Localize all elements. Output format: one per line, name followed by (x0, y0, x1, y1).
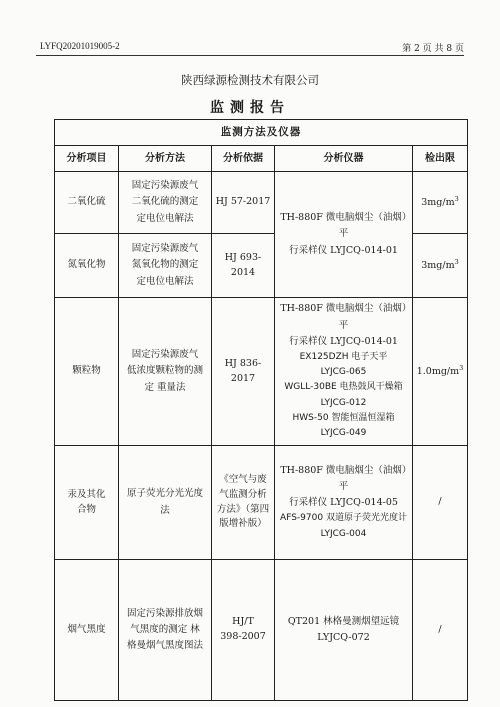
item-cell: 颗粒物 (55, 298, 119, 446)
instrument-cell (275, 560, 413, 701)
column-header: 检出限 (413, 146, 468, 172)
basis-line: 版增补版） (219, 518, 267, 530)
limit-superscript: 3 (459, 364, 464, 373)
table-row (55, 298, 468, 446)
limit-cell: / (413, 560, 468, 701)
page-header (36, 39, 464, 55)
limit-superscript: 3 (454, 258, 459, 267)
basis-cell (212, 560, 275, 701)
instrument-cell (275, 298, 413, 446)
method-line: 气黑度的测定 林 (130, 623, 200, 635)
column-header: 分析依据 (212, 146, 275, 172)
basis-line: HJ 836-2017 (224, 357, 262, 384)
instrument-line: HWS-50 智能恒温恒湿箱 (292, 413, 395, 423)
table-caption-row (55, 120, 468, 146)
basis-cell (212, 446, 275, 560)
instrument-line: WGLL-30BE 电热鼓风干燥箱 (284, 382, 403, 393)
method-cell (119, 560, 212, 701)
item-cell (55, 446, 119, 560)
basis-line: HJ/T (232, 616, 254, 628)
page-number: 第 2 页 共 8 页 (402, 44, 464, 54)
item-cell: 烟气黑度 (55, 560, 119, 701)
instrument-line: AFS-9700 双道原子荧光光度计 (280, 513, 407, 524)
instrument-line: EX125DZH 电子天平 (299, 351, 388, 362)
company-name: 陕西绿源检测技术有限公司 (181, 73, 319, 87)
instrument-cell (275, 172, 413, 298)
basis-line: 方法》（第四 (216, 503, 270, 515)
instrument-cell (275, 446, 413, 560)
instrument-line: TH-880F 微电脑烟尘（油烟）平 (280, 464, 407, 493)
limit-value: 3mg/m (421, 197, 455, 209)
limit-value: 1.0mg/m (416, 366, 460, 378)
basis-cell (212, 298, 275, 446)
instrument-line: LYJCQ-072 (317, 632, 370, 643)
limit-value: 3mg/m (421, 260, 455, 272)
basis-line: 398-2007 (220, 631, 266, 642)
table-row (55, 172, 468, 234)
table-row (55, 446, 468, 560)
basis-cell (212, 172, 275, 234)
method-line: 定电位电解法 (136, 212, 194, 224)
limit-superscript: 3 (454, 195, 459, 204)
column-header: 分析项目 (55, 146, 119, 172)
limit-cell (413, 234, 468, 298)
limit-cell (413, 172, 468, 234)
limit-cell (413, 298, 468, 446)
method-line: 固定污染源废气 (131, 349, 199, 361)
table-row (55, 560, 468, 701)
table-header-row (55, 146, 468, 172)
report-title: 监测报告 (210, 100, 290, 116)
item-cell: 氮氧化物 (55, 234, 119, 298)
instrument-line: TH-880F 微电脑烟尘（油烟）平 (280, 212, 407, 240)
instrument-line: LYJCG-049 (320, 428, 367, 439)
instrument-line: LYJCG-004 (320, 528, 367, 539)
basis-line: HJ 57-2017 (215, 196, 271, 208)
header-rule (36, 55, 464, 56)
method-line: 固定污染源废气 (131, 243, 199, 255)
basis-line: 气监测分析 (219, 488, 267, 500)
instrument-line: 行采样仪 LYJCQ-014-01 (289, 244, 398, 256)
instrument-line: 行采样仪 LYJCQ-014-05 (289, 497, 398, 509)
method-line: 固定污染源排放烟 (126, 607, 203, 619)
item-line: 汞及其化 (67, 488, 106, 500)
limit-cell: / (413, 446, 468, 560)
basis-cell (212, 234, 275, 298)
method-line: 定 重量法 (144, 381, 186, 393)
basis-line: 《空气与废 (219, 474, 267, 486)
item-cell: 二氧化硫 (55, 172, 119, 234)
method-cell (119, 298, 212, 446)
method-line: 低浓度颗粒物的测 (126, 365, 203, 377)
method-line: 氮氧化物的测定 (131, 259, 199, 271)
method-cell (119, 172, 212, 234)
table-caption: 监测方法及仪器 (55, 120, 468, 146)
instrument-line: 行采样仪 LYJCQ-014-01 (289, 335, 398, 347)
method-line: 格曼烟气黑度图法 (126, 640, 203, 652)
method-line: 固定污染源废气 (131, 180, 199, 192)
method-cell (119, 446, 212, 560)
basis-line: HJ 693-2014 (224, 251, 262, 278)
instrument-line: TH-880F 微电脑烟尘（油烟）平 (280, 303, 407, 331)
instrument-line: LYJCG-065 (320, 367, 367, 378)
method-line: 法 (160, 504, 170, 516)
instrument-line: LYJCG-012 (320, 397, 367, 408)
instrument-line: QT201 林格曼测烟望远镜 (287, 615, 400, 627)
methods-table (54, 119, 468, 701)
method-line: 定电位电解法 (136, 275, 194, 287)
document-number: LYFQ20201019005-2 (40, 41, 120, 51)
column-header: 分析仪器 (275, 146, 413, 172)
item-line: 合物 (76, 503, 96, 515)
method-line: 二氧化硫的测定 (131, 196, 199, 208)
method-cell (119, 234, 212, 298)
column-header: 分析方法 (119, 146, 212, 172)
method-line: 原子荧光分光光度 (126, 488, 203, 500)
